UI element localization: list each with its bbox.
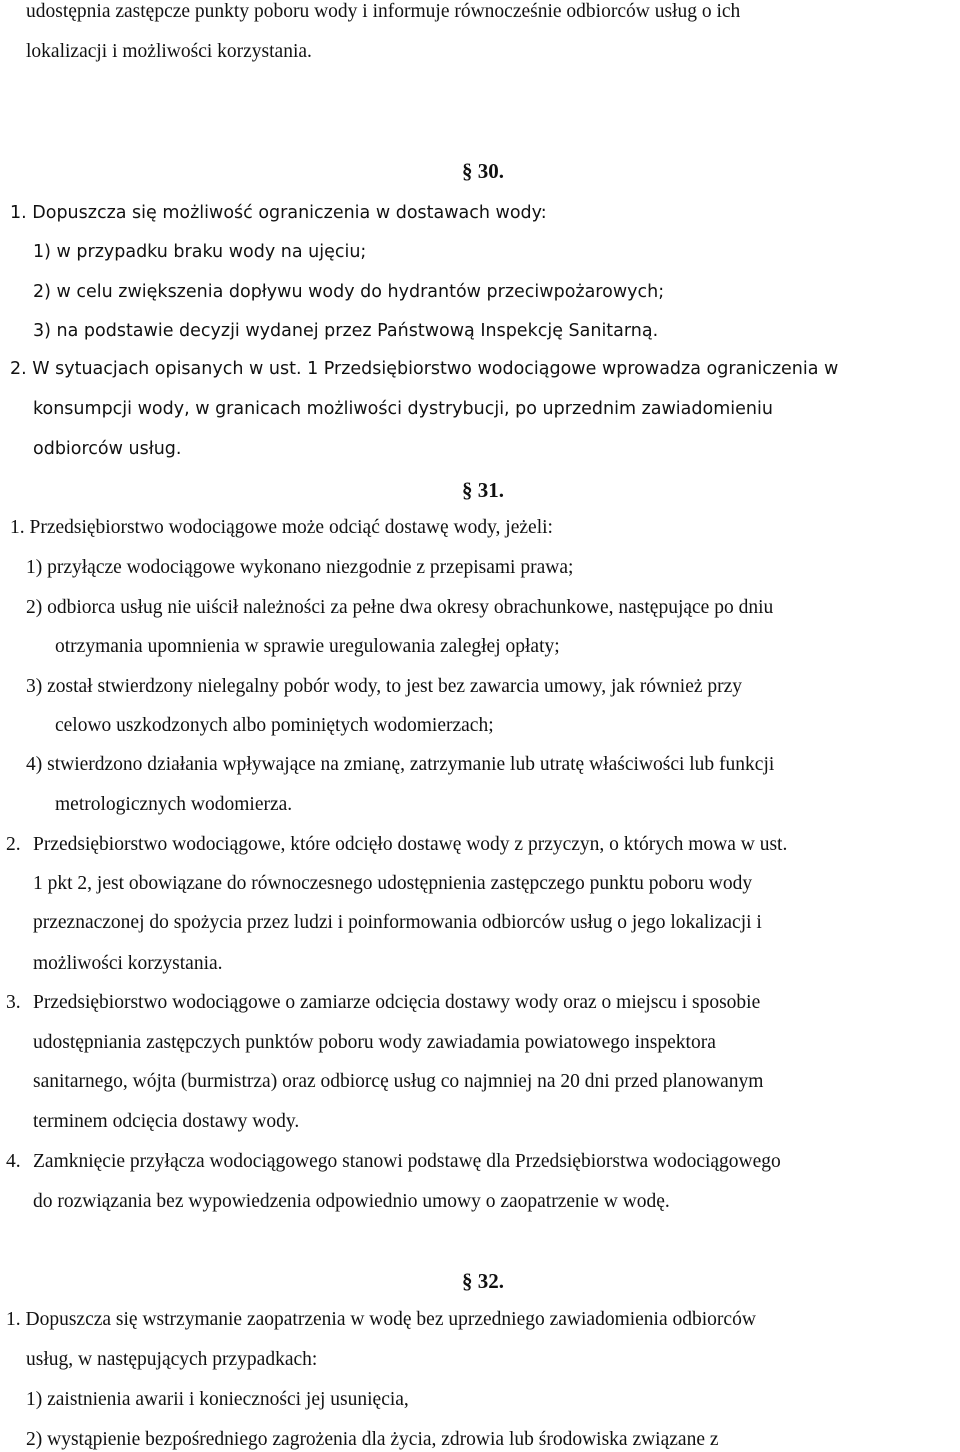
s31-paragraph-4-line-1: Zamknięcie przyłącza wodociągowego stanowi podstawę dla Przedsiębiorstwa wodociągowego bbox=[33, 1151, 781, 1172]
intro-line-1: udostępnia zastępcze punkty poboru wody i informuje równocześnie odbiorców usług o ich bbox=[26, 1, 741, 22]
s31-paragraph-3-line-1: Przedsiębiorstwo wodociągowe o zamiarze odcięcia dostawy wody oraz o miejscu i sposobie bbox=[33, 992, 761, 1013]
s31-paragraph-2-line-2: 1 pkt 2, jest obowiązane do równoczesnego udostępnienia zastępczego punktu poboru wody bbox=[33, 873, 753, 894]
s31-paragraph-3-line-4: terminem odcięcia dostawy wody. bbox=[33, 1111, 300, 1132]
s30-paragraph-2-line-1: 2. W sytuacjach opisanych w ust. 1 Przedsiębiorstwo wodociągowe wprowadza ograniczenia w bbox=[10, 359, 839, 379]
s30-paragraph-2-line-2: konsumpcji wody, w granicach możliwości dystrybucji, po uprzednim zawiadomieniu bbox=[33, 399, 773, 419]
s32-paragraph-1-line-2: usług, w następujących przypadkach: bbox=[26, 1349, 318, 1370]
s31-paragraph-2-line-4: możliwości korzystania. bbox=[33, 953, 223, 974]
s31-paragraph-2-line-1: Przedsiębiorstwo wodociągowe, które odcięło dostawę wody z przyczyn, o których mowa w ust. bbox=[33, 834, 788, 855]
s32-item-1: 1) zaistnienia awarii i konieczności jej usunięcia, bbox=[26, 1389, 409, 1410]
s31-item-3-line-1: 3) został stwierdzony nielegalny pobór wody, to jest bez zawarcia umowy, jak również przy bbox=[26, 676, 743, 697]
s32-paragraph-1-line-1: 1. Dopuszcza się wstrzymanie zaopatrzenia w wodę bez uprzedniego zawiadomienia odbiorców bbox=[6, 1309, 756, 1330]
s31-paragraph-1: 1. Przedsiębiorstwo wodociągowe może odciąć dostawę wody, jeżeli: bbox=[10, 517, 553, 538]
s31-item-2-line-1: 2) odbiorca usług nie uiścił należności za pełne dwa okresy obrachunkowe, następujące po dniu bbox=[26, 597, 774, 618]
s31-item-1: 1) przyłącze wodociągowe wykonano niezgodnie z przepisami prawa; bbox=[26, 557, 574, 578]
s31-paragraph-4-number: 4. bbox=[6, 1151, 21, 1172]
s31-item-2-line-2: otrzymania upomnienia w sprawie uregulowania zaległej opłaty; bbox=[55, 636, 560, 657]
s30-item-1: 1) w przypadku braku wody na ujęciu; bbox=[33, 242, 367, 262]
s31-paragraph-2-line-3: przeznaczonej do spożycia przez ludzi i poinformowania odbiorców usług o jego lokalizacji i bbox=[33, 912, 762, 933]
s31-paragraph-3-line-2: udostępniania zastępczych punktów poboru wody zawiadamia powiatowego inspektora bbox=[33, 1032, 716, 1053]
s30-paragraph-1: 1. Dopuszcza się możliwość ograniczenia w dostawach wody: bbox=[10, 203, 547, 223]
section-31-heading: § 31. bbox=[462, 478, 504, 502]
section-32-heading: § 32. bbox=[462, 1269, 504, 1293]
s31-paragraph-3-line-3: sanitarnego, wójta (burmistrza) oraz odbiorcę usług co najmniej na 20 dni przed planowanym bbox=[33, 1071, 764, 1092]
section-30-heading: § 30. bbox=[462, 159, 504, 183]
s31-paragraph-2-number: 2. bbox=[6, 834, 21, 855]
s30-paragraph-2-line-3: odbiorców usług. bbox=[33, 439, 182, 459]
s32-item-2: 2) wystąpienie bezpośredniego zagrożenia dla życia, zdrowia lub środowiska związane z bbox=[26, 1429, 719, 1450]
s31-item-3-line-2: celowo uszkodzonych albo pominiętych wodomierzach; bbox=[55, 715, 494, 736]
s31-item-4-line-1: 4) stwierdzono działania wpływające na zmianę, zatrzymanie lub utratę właściwości lub funkcji bbox=[26, 754, 775, 775]
s30-item-3: 3) na podstawie decyzji wydanej przez Państwową Inspekcję Sanitarną. bbox=[33, 321, 659, 341]
s31-paragraph-4-line-2: do rozwiązania bez wypowiedzenia odpowiednio umowy o zaopatrzenie w wodę. bbox=[33, 1191, 670, 1212]
s30-item-2: 2) w celu zwiększenia dopływu wody do hydrantów przeciwpożarowych; bbox=[33, 282, 665, 302]
intro-line-2: lokalizacji i możliwości korzystania. bbox=[26, 41, 312, 62]
s31-item-4-line-2: metrologicznych wodomierza. bbox=[55, 794, 293, 815]
s31-paragraph-3-number: 3. bbox=[6, 992, 21, 1013]
